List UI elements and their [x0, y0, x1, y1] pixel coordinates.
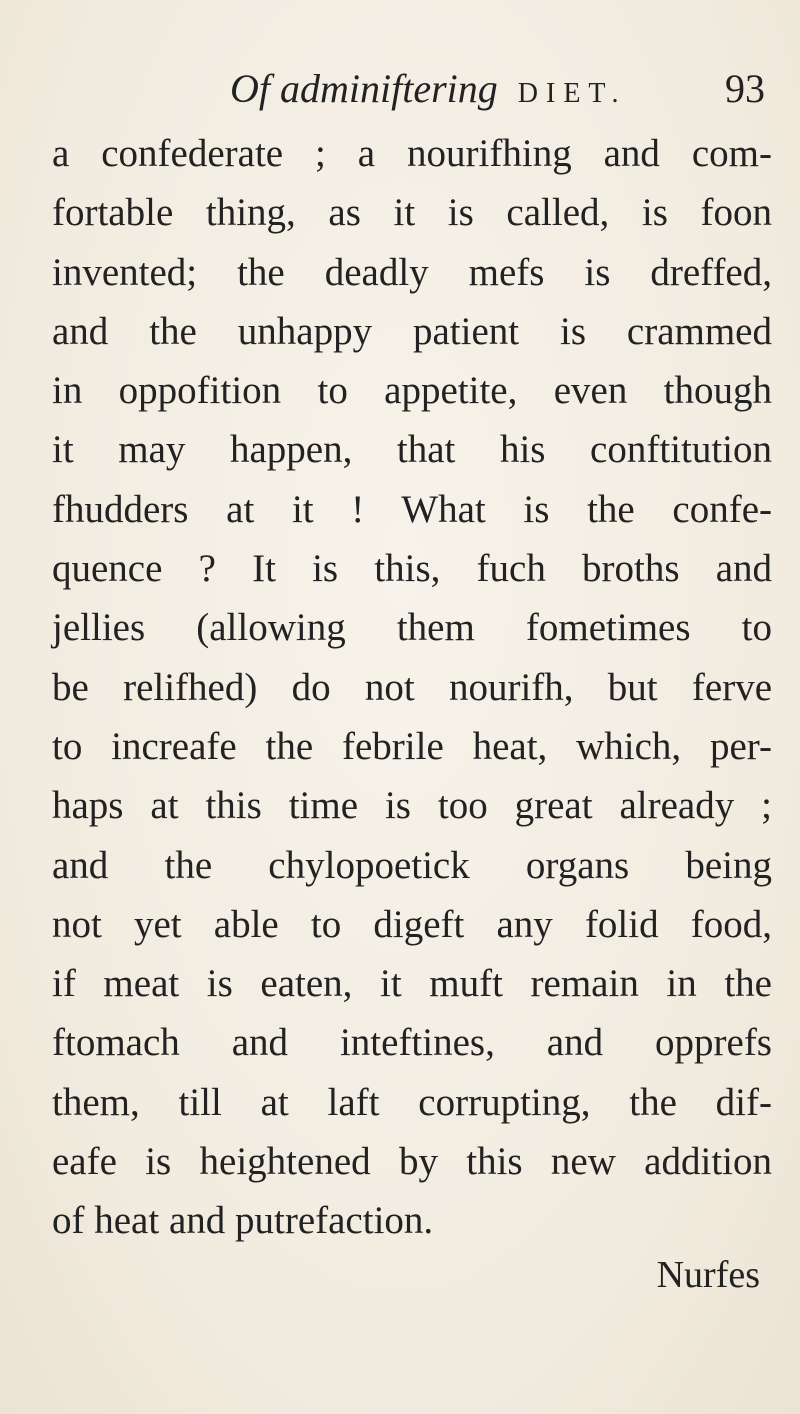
running-title-italic: adminiftering: [280, 66, 498, 111]
text-line: be relifhed) do not nourifh, but ferve: [52, 665, 772, 709]
text-line: ftomach and inteftines, and opprefs: [52, 1021, 772, 1065]
page-header: [230, 64, 765, 124]
text-line: it may happen, that his conftitution: [52, 428, 772, 472]
catchword: Nurfes: [656, 1254, 760, 1296]
text-line: if meat is eaten, it muft remain in the: [52, 962, 772, 1006]
running-title-prefix: Of: [230, 66, 270, 111]
page-number: 93: [725, 66, 765, 111]
text-line: invented; the deadly mefs is dreffed,: [52, 250, 772, 294]
text-line: quence ? It is this, fuch broths and: [52, 547, 772, 591]
text-line: fhudders at it ! What is the confe-: [52, 487, 772, 531]
text-line: not yet able to digeft any folid food,: [52, 902, 772, 946]
text-line: in oppofition to appetite, even though: [52, 369, 772, 413]
text-line: eafe is heightened by this new addition: [52, 1140, 772, 1184]
body-text: [52, 124, 772, 1251]
text-line: and the unhappy patient is crammed: [52, 309, 772, 353]
text-line: jellies (allowing them fometimes to: [52, 606, 772, 650]
running-title: [230, 64, 626, 119]
running-title-caps: DIET.: [517, 78, 627, 109]
text-line: a confederate ; a nourifhing and com-: [52, 132, 772, 175]
text-line: them, till at laft corrupting, the dif-: [52, 1080, 772, 1124]
text-line: to increafe the febrile heat, which, per-: [52, 724, 772, 768]
text-line: and the chylopoetick organs being: [52, 843, 772, 887]
text-line: fortable thing, as it is called, is foon: [52, 191, 772, 235]
text-line: haps at this time is too great already ;: [52, 784, 772, 828]
text-line: of heat and putrefaction.: [52, 1199, 434, 1243]
